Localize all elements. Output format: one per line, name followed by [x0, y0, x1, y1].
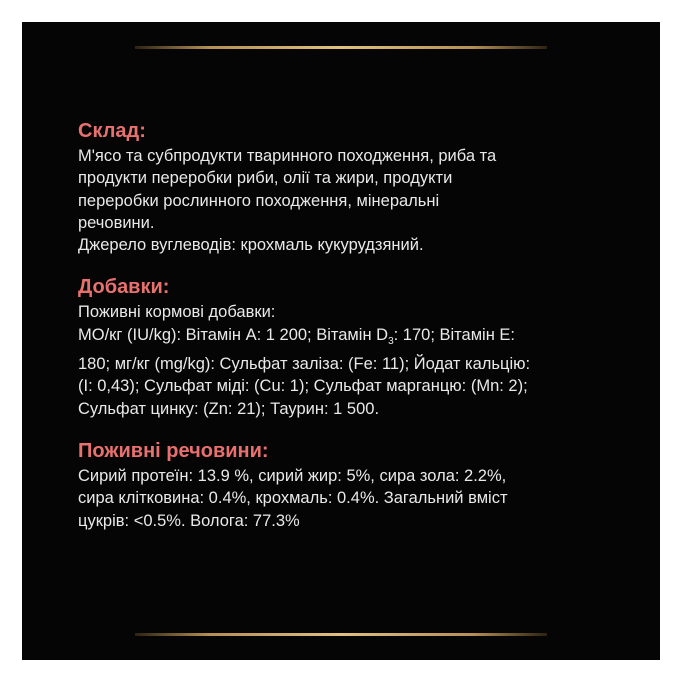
nutrients-line: сира клітковина: 0.4%, крохмаль: 0.4%. Загальний вміст — [78, 489, 508, 508]
bottom-gold-divider — [135, 633, 547, 636]
composition-section — [78, 118, 638, 256]
additives-line: МО/кг (IU/kg): Вітамін А: 1 200; Вітамін D — [78, 325, 389, 344]
label-content — [78, 118, 638, 550]
additives-line: (I: 0,43); Сульфат міді: (Cu: 1); Сульфат марганцю: (Mn: 2); — [78, 377, 528, 396]
label-panel — [22, 22, 660, 660]
additives-text — [78, 301, 638, 419]
additives-line: : 170; Вітамін Е: — [393, 325, 516, 344]
composition-heading: Склад: — [78, 120, 146, 142]
nutrients-heading: Поживні речовини: — [78, 439, 269, 462]
nutrients-section — [78, 438, 638, 532]
additives-intro-line: Поживні кормові добавки: — [78, 303, 276, 322]
carbohydrate-source-line: Джерело вуглеводів: крохмаль кукурудзяний. — [78, 236, 424, 255]
additives-heading: Добавки: — [78, 276, 170, 299]
composition-line: переробки рослинного походження, мінеральні — [78, 191, 440, 210]
top-gold-divider — [135, 46, 547, 49]
nutrients-text — [78, 465, 638, 532]
composition-line: продукти переробки риби, олії та жири, продукти — [78, 169, 453, 188]
additives-line: 180; мг/кг (mg/kg): Сульфат заліза: (Fe: 11); Йодат кальцію: — [78, 355, 531, 374]
composition-line: М'ясо та субпродукти тваринного походження, риба та — [78, 147, 497, 165]
composition-line: речовини. — [78, 213, 155, 232]
additives-line: Сульфат цинку: (Zn: 21); Таурин: 1 500. — [78, 399, 380, 418]
vitamin-d-subscript: 3 — [388, 335, 394, 347]
nutrients-line: цукрів: <0.5%. Волога: 77.3% — [78, 511, 300, 530]
additives-section — [78, 274, 638, 419]
nutrients-line: Сирий протеїн: 13.9 %, сирий жир: 5%, сира зола: 2.2%, — [78, 466, 507, 485]
composition-text — [78, 145, 638, 256]
